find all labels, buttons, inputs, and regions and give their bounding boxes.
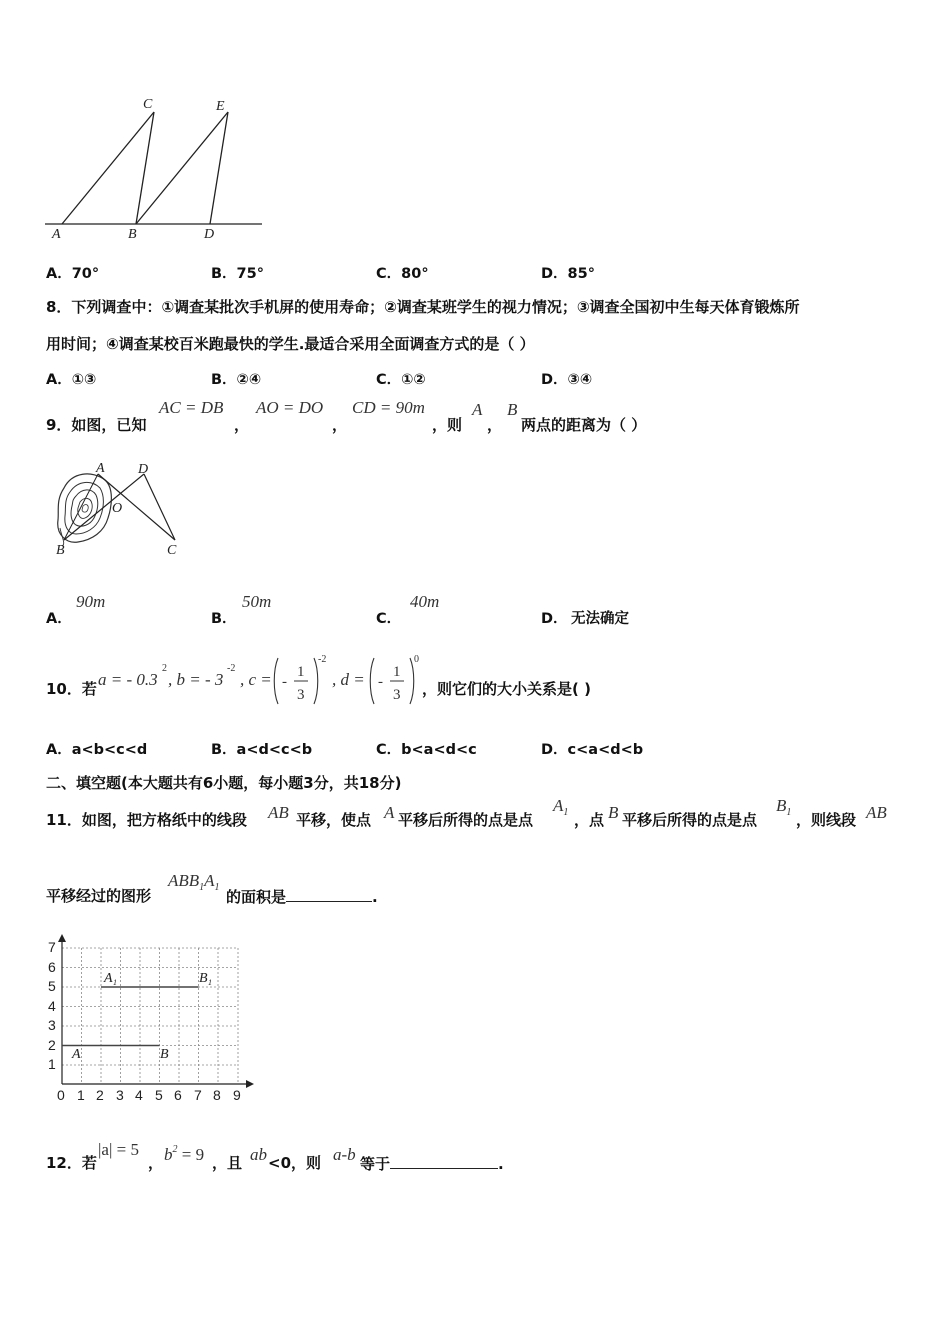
q12-abs-expr: |a| = 5 <box>98 1140 139 1159</box>
q11-answer-blank[interactable] <box>286 885 372 902</box>
x-tick-1: 1 <box>77 1087 85 1103</box>
x-tick-8: 8 <box>213 1087 221 1103</box>
q10-d-minus: - <box>378 674 383 690</box>
q8-line2: 用时间；④调查某校百米跑最快的学生.最适合采用全面调查方式的是（ ） <box>46 335 535 353</box>
q11-shape: $ABB_1A_1$ <box>168 871 220 893</box>
q7-geometry-figure <box>40 92 270 247</box>
q10-option-c[interactable]: C．b<a<d<c <box>376 742 477 758</box>
q12-amb: a-b <box>333 1145 356 1164</box>
label-A: A <box>52 227 61 242</box>
label-C: C <box>143 97 153 112</box>
q9-math-b: B <box>507 400 518 419</box>
label-O: O <box>112 501 123 516</box>
q10-frac-c <box>272 654 322 709</box>
q12-b-expr: $b^2 = 9$ <box>164 1144 205 1164</box>
x-tick-4: 4 <box>135 1087 143 1103</box>
q10-expr-b: , b = - 3 <box>168 670 224 689</box>
q11-grid-figure <box>42 930 264 1105</box>
q11-math-a: A <box>384 803 395 822</box>
q12-mid: ，且 <box>212 1154 243 1172</box>
q9-math-ao-do: AO = DO <box>256 398 324 417</box>
x-tick-9: 9 <box>233 1087 241 1103</box>
label-E: E <box>216 99 225 114</box>
q9-sep2: ， <box>332 416 348 434</box>
y-tick-5: 5 <box>48 978 56 994</box>
q11-math-ab2: AB <box>866 803 887 822</box>
q10-expr-d-exp: 0 <box>414 654 419 665</box>
q11-p3: 平移后所得的点是点 <box>398 811 534 829</box>
q10-prefix: 10．若 <box>46 680 97 698</box>
q11-p4: ，点 <box>574 811 605 829</box>
label-B: B <box>56 543 65 558</box>
q9-mid: ，则 <box>432 416 463 434</box>
q11-math-b1: $B_1$ <box>776 796 792 818</box>
q9-suffix: 两点的距离为（ ） <box>521 416 647 434</box>
q11-math-b: B <box>608 803 619 822</box>
q9-math-cd: CD = 90m <box>352 398 425 417</box>
q9-option-b[interactable]: B． <box>211 611 237 627</box>
y-tick-7: 7 <box>48 939 56 955</box>
x-tick-2: 2 <box>96 1087 104 1103</box>
grid-label-A1: A <box>104 971 113 986</box>
q9-sep3: ， <box>487 416 503 434</box>
grid-label-A: A <box>72 1047 81 1062</box>
q9-prefix: 9．如图，已知 <box>46 416 147 434</box>
q10-expr-b-exp: -2 <box>227 663 236 674</box>
q10-d-num: 1 <box>393 664 401 680</box>
q11-p5: 平移后所得的点是点 <box>622 811 758 829</box>
q8-option-c[interactable]: C．①② <box>376 372 426 388</box>
q10-frac-d <box>368 654 418 709</box>
q10-d-den: 3 <box>393 687 401 703</box>
q9-math-a: A <box>472 400 483 419</box>
q10-expr-c-exp: -2 <box>318 654 327 665</box>
grid-label-B1: B <box>199 971 208 986</box>
q11-math-ab: AB <box>268 803 289 822</box>
y-tick-4: 4 <box>48 998 56 1014</box>
q10-expr-a-exp: 2 <box>162 663 167 674</box>
q11-p2: 平移，使点 <box>296 811 372 829</box>
q12-suffix: 等于 . <box>360 1152 504 1174</box>
q10-c-num: 1 <box>297 664 305 680</box>
q9-option-a-value: 90m <box>76 592 106 611</box>
q9-sep1: ， <box>234 416 250 434</box>
q10-expr-d: , d = <box>332 670 365 689</box>
q9-option-d-value: 无法确定 <box>571 611 629 627</box>
q9-option-d[interactable]: D． <box>541 611 568 627</box>
q7-option-a[interactable]: A．70° <box>46 266 100 282</box>
q10-expr-c: , c = <box>240 670 272 689</box>
q9-option-b-value: 50m <box>242 592 272 611</box>
grid-label-B: B <box>160 1047 169 1062</box>
q12-ab: ab <box>250 1145 267 1164</box>
label-B: B <box>128 227 137 242</box>
q8-line1: 8．下列调查中：①调查某批次手机屏的使用寿命；②调查某班学生的视力情况；③调查全国初中生每天体育锻炼所 <box>46 298 800 316</box>
grid-label-B1-sub: 1 <box>208 978 212 987</box>
q11-math-a1: $A_1$ <box>553 796 569 818</box>
q10-expr-a: a = - 0.3 <box>98 670 158 689</box>
q12-sep1: ， <box>148 1154 164 1172</box>
q9-option-c-value: 40m <box>410 592 440 611</box>
q11-line2-suffix: 的面积是 . <box>226 885 378 907</box>
q7-option-b[interactable]: B．75° <box>211 266 264 282</box>
q9-option-c[interactable]: C． <box>376 611 402 627</box>
x-tick-0: 0 <box>57 1087 65 1103</box>
q10-c-den: 3 <box>297 687 305 703</box>
q8-option-a[interactable]: A．①③ <box>46 372 97 388</box>
label-D: D <box>138 462 149 477</box>
x-tick-3: 3 <box>116 1087 124 1103</box>
section-title-fill-in: 二、填空题(本大题共有6小题，每小题3分，共18分) <box>46 774 402 792</box>
y-tick-2: 2 <box>48 1037 56 1053</box>
q11-p1: 11．如图，把方格纸中的线段 <box>46 811 247 829</box>
y-tick-3: 3 <box>48 1017 56 1033</box>
y-tick-1: 1 <box>48 1056 56 1072</box>
q10-option-d[interactable]: D．c<a<d<b <box>541 742 644 758</box>
q10-option-b[interactable]: B．a<d<c<b <box>211 742 313 758</box>
q12-prefix: 12．若 <box>46 1154 97 1172</box>
q9-option-a[interactable]: A． <box>46 611 72 627</box>
q11-line2-prefix: 平移经过的图形 <box>46 887 152 905</box>
q12-lt: <0，则 <box>268 1154 322 1172</box>
q12-answer-blank[interactable] <box>390 1152 498 1169</box>
label-A: A <box>96 461 105 476</box>
q8-option-b[interactable]: B．②④ <box>211 372 262 388</box>
y-tick-6: 6 <box>48 959 56 975</box>
q9-pond-figure <box>50 458 190 563</box>
q9-math-ac-db: AC = DB <box>159 398 224 417</box>
grid-label-A1-sub: 1 <box>113 978 117 987</box>
x-tick-5: 5 <box>155 1087 163 1103</box>
q10-suffix: ，则它们的大小关系是( ) <box>422 680 591 698</box>
x-tick-7: 7 <box>194 1087 202 1103</box>
q7-option-c[interactable]: C．80° <box>376 266 429 282</box>
q8-option-d[interactable]: D．③④ <box>541 372 593 388</box>
q11-p6: ，则线段 <box>796 811 857 829</box>
label-D: D <box>204 227 215 242</box>
label-C: C <box>167 543 177 558</box>
q10-option-a[interactable]: A．a<b<c<d <box>46 742 148 758</box>
x-tick-6: 6 <box>174 1087 182 1103</box>
q7-option-d[interactable]: D．85° <box>541 266 595 282</box>
q10-c-minus: - <box>282 674 287 690</box>
